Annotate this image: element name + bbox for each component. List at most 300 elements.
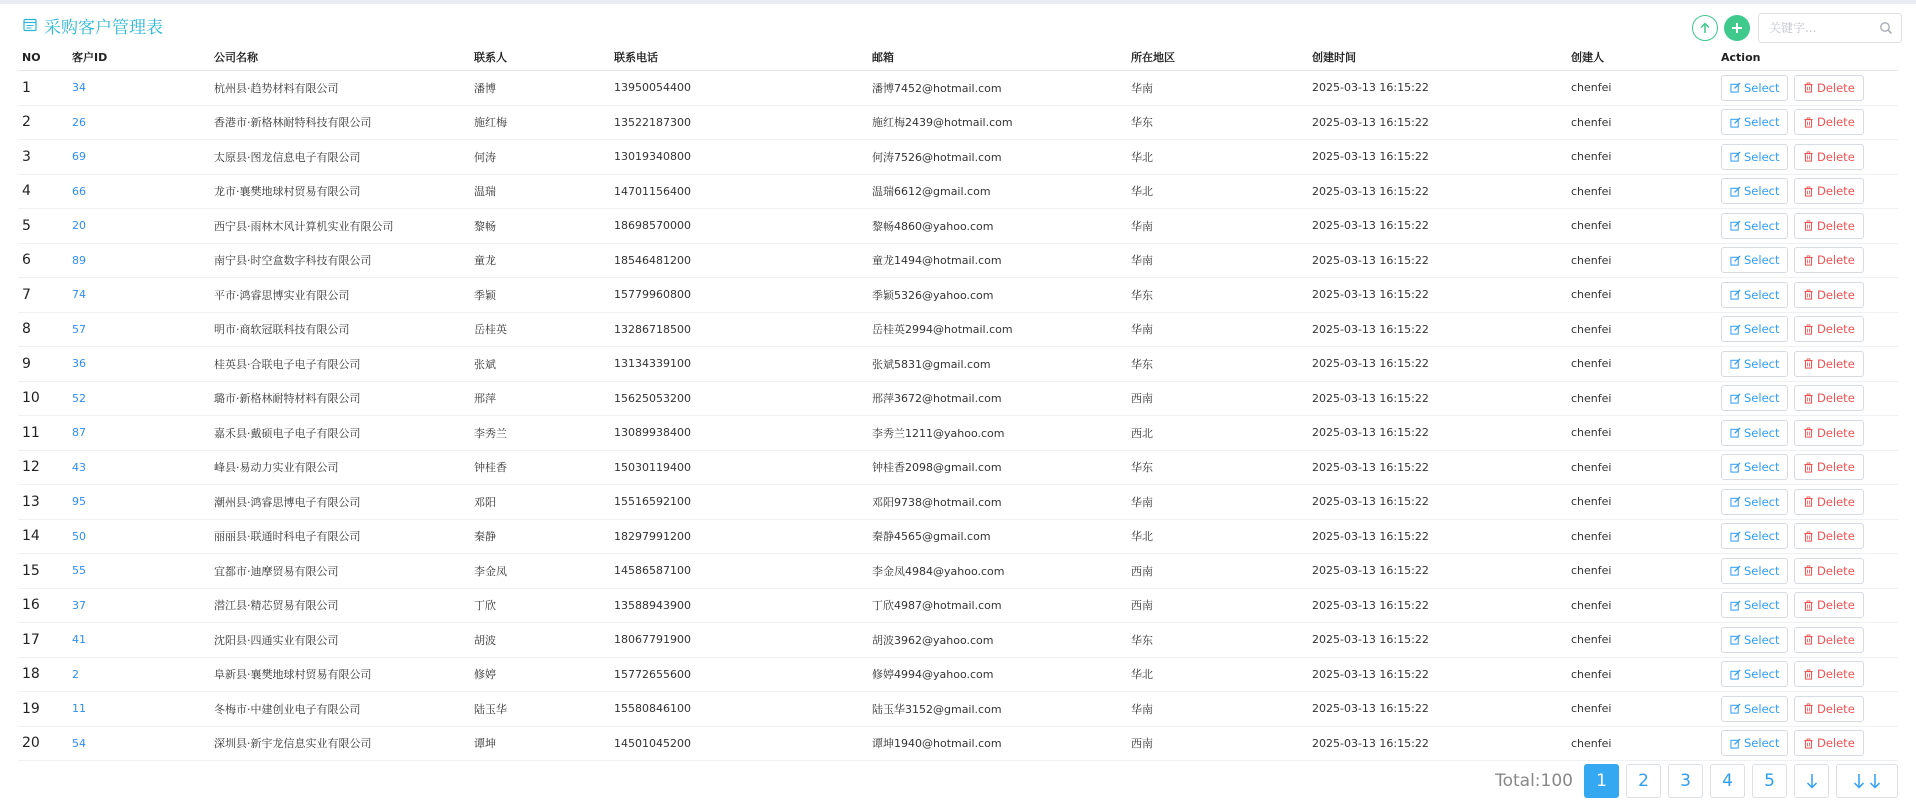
creator: chenfei [1567, 588, 1717, 623]
phone-number: 13588943900 [610, 588, 868, 623]
edit-icon [1730, 496, 1741, 507]
row-actions [1717, 416, 1898, 451]
email-address: 季颖5326@yahoo.com [868, 278, 1127, 313]
arrow-up-icon [1698, 21, 1712, 35]
edit-icon [1730, 82, 1741, 93]
trash-icon [1803, 151, 1814, 162]
creator: chenfei [1567, 243, 1717, 278]
column-header-customer-id[interactable]: 客户ID [68, 44, 210, 71]
phone-number: 15779960800 [610, 278, 868, 313]
phone-number: 13134339100 [610, 347, 868, 382]
delete-button[interactable] [1794, 558, 1864, 584]
page-2-button[interactable]: 2 [1626, 764, 1661, 798]
email-address: 张斌5831@gmail.com [868, 347, 1127, 382]
pagination [1495, 764, 1898, 798]
page-title: 采购客户管理表 [44, 18, 163, 38]
table-row [18, 347, 1898, 382]
phone-number: 18698570000 [610, 209, 868, 244]
delete-button[interactable] [1794, 213, 1864, 239]
select-button[interactable] [1721, 178, 1788, 204]
company-name: 香港市·新格林耐特科技有限公司 [210, 105, 470, 140]
created-time: 2025-03-13 16:15:22 [1308, 140, 1567, 175]
customer-id-link[interactable]: 89 [68, 243, 210, 278]
row-no: 5 [18, 209, 68, 244]
table-row [18, 588, 1898, 623]
page-5-button[interactable]: 5 [1752, 764, 1787, 798]
region: 华东 [1127, 105, 1308, 140]
email-address: 陆玉华3152@gmail.com [868, 692, 1127, 727]
row-no: 1 [18, 71, 68, 106]
email-address: 李秀兰1211@yahoo.com [868, 416, 1127, 451]
column-header-no[interactable]: NO [18, 44, 68, 71]
company-name: 龙市·襄樊地球村贸易有限公司 [210, 174, 470, 209]
delete-button[interactable] [1794, 109, 1864, 135]
creator: chenfei [1567, 278, 1717, 313]
delete-label: Delete [1816, 322, 1855, 337]
region: 华东 [1127, 450, 1308, 485]
contact-name: 邢萍 [470, 381, 610, 416]
trash-icon [1803, 531, 1814, 542]
select-button[interactable] [1721, 558, 1788, 584]
created-time: 2025-03-13 16:15:22 [1308, 657, 1567, 692]
trash-icon [1803, 565, 1814, 576]
trash-icon [1803, 703, 1814, 714]
edit-icon [1730, 151, 1741, 162]
last-page-button[interactable] [1836, 764, 1898, 798]
table-row [18, 140, 1898, 175]
phone-number: 18297991200 [610, 519, 868, 554]
phone-number: 14501045200 [610, 726, 868, 761]
customer-id-link[interactable]: 34 [68, 71, 210, 106]
select-button[interactable] [1721, 420, 1788, 446]
trash-icon [1803, 289, 1814, 300]
page-header [0, 4, 1916, 44]
delete-label: Delete [1816, 701, 1855, 716]
delete-button[interactable] [1794, 144, 1864, 170]
row-no: 8 [18, 312, 68, 347]
row-actions [1717, 312, 1898, 347]
select-button[interactable] [1721, 316, 1788, 342]
phone-number: 13019340800 [610, 140, 868, 175]
region: 华南 [1127, 312, 1308, 347]
edit-icon [1730, 600, 1741, 611]
delete-label: Delete [1816, 184, 1855, 199]
trash-icon [1803, 220, 1814, 231]
trash-icon [1803, 393, 1814, 404]
region: 西南 [1127, 554, 1308, 589]
edit-icon [1730, 703, 1741, 714]
created-time: 2025-03-13 16:15:22 [1308, 312, 1567, 347]
creator: chenfei [1567, 71, 1717, 106]
select-label: Select [1744, 149, 1780, 164]
select-button[interactable] [1721, 627, 1788, 653]
created-time: 2025-03-13 16:15:22 [1308, 174, 1567, 209]
row-no: 20 [18, 726, 68, 761]
created-time: 2025-03-13 16:15:22 [1308, 209, 1567, 244]
delete-button[interactable] [1794, 282, 1864, 308]
delete-button[interactable] [1794, 454, 1864, 480]
customer-id-link[interactable]: 26 [68, 105, 210, 140]
created-time: 2025-03-13 16:15:22 [1308, 105, 1567, 140]
search-box [1758, 13, 1902, 43]
row-no: 16 [18, 588, 68, 623]
email-address: 岳桂英2994@hotmail.com [868, 312, 1127, 347]
select-label: Select [1744, 460, 1780, 475]
row-actions [1717, 692, 1898, 727]
trash-icon [1803, 324, 1814, 335]
edit-icon [1730, 565, 1741, 576]
company-name: 峰县·易动力实业有限公司 [210, 450, 470, 485]
customer-id-link[interactable]: 41 [68, 623, 210, 658]
row-no: 9 [18, 347, 68, 382]
edit-icon [1730, 669, 1741, 680]
edit-icon [1730, 289, 1741, 300]
column-header-created[interactable]: 创建时间 [1308, 44, 1567, 71]
table-row [18, 692, 1898, 727]
contact-name: 李秀兰 [470, 416, 610, 451]
phone-number: 14586587100 [610, 554, 868, 589]
column-header-company[interactable]: 公司名称 [210, 44, 470, 71]
delete-button[interactable] [1794, 75, 1864, 101]
customer-id-link[interactable]: 57 [68, 312, 210, 347]
column-header-creator[interactable]: 创建人 [1567, 44, 1717, 71]
phone-number: 13522187300 [610, 105, 868, 140]
company-name: 桂英县·合联电子电子有限公司 [210, 347, 470, 382]
trash-icon [1803, 117, 1814, 128]
select-label: Select [1744, 115, 1780, 130]
creator: chenfei [1567, 105, 1717, 140]
select-button[interactable] [1721, 696, 1788, 722]
contact-name: 邓阳 [470, 485, 610, 520]
company-name: 太原县·图龙信息电子有限公司 [210, 140, 470, 175]
contact-name: 潘博 [470, 71, 610, 106]
contact-name: 谭坤 [470, 726, 610, 761]
phone-number: 13286718500 [610, 312, 868, 347]
customer-id-link[interactable]: 74 [68, 278, 210, 313]
region: 华南 [1127, 209, 1308, 244]
phone-number: 18067791900 [610, 623, 868, 658]
trash-icon [1803, 669, 1814, 680]
search-icon[interactable] [1879, 21, 1893, 35]
creator: chenfei [1567, 140, 1717, 175]
delete-label: Delete [1816, 563, 1855, 578]
contact-name: 陆玉华 [470, 692, 610, 727]
region: 西北 [1127, 416, 1308, 451]
region: 华东 [1127, 278, 1308, 313]
delete-label: Delete [1816, 253, 1855, 268]
customer-id-link[interactable]: 55 [68, 554, 210, 589]
trash-icon [1803, 738, 1814, 749]
delete-button[interactable] [1794, 730, 1864, 756]
table-icon [22, 17, 40, 35]
trash-icon [1803, 427, 1814, 438]
add-button[interactable] [1724, 15, 1750, 41]
delete-label: Delete [1816, 529, 1855, 544]
row-actions [1717, 554, 1898, 589]
customer-id-link[interactable]: 37 [68, 588, 210, 623]
contact-name: 温瑞 [470, 174, 610, 209]
company-name: 平市·鸿睿思博实业有限公司 [210, 278, 470, 313]
email-address: 施红梅2439@hotmail.com [868, 105, 1127, 140]
select-label: Select [1744, 701, 1780, 716]
row-no: 7 [18, 278, 68, 313]
column-header-action: Action [1717, 44, 1898, 71]
page-1-button[interactable]: 1 [1584, 764, 1619, 798]
select-label: Select [1744, 287, 1780, 302]
creator: chenfei [1567, 381, 1717, 416]
delete-button[interactable] [1794, 385, 1864, 411]
delete-label: Delete [1816, 460, 1855, 475]
table-row [18, 312, 1898, 347]
delete-label: Delete [1816, 356, 1855, 371]
select-button[interactable] [1721, 730, 1788, 756]
column-header-region[interactable]: 所在地区 [1127, 44, 1308, 71]
search-input[interactable] [1769, 21, 1879, 35]
row-no: 2 [18, 105, 68, 140]
phone-number: 13950054400 [610, 71, 868, 106]
phone-number: 18546481200 [610, 243, 868, 278]
table-row [18, 243, 1898, 278]
select-button[interactable] [1721, 75, 1788, 101]
creator: chenfei [1567, 347, 1717, 382]
select-button[interactable] [1721, 282, 1788, 308]
customer-id-link[interactable]: 20 [68, 209, 210, 244]
table-row [18, 416, 1898, 451]
delete-label: Delete [1816, 149, 1855, 164]
column-header-email[interactable]: 邮箱 [868, 44, 1127, 71]
email-address: 丁欣4987@hotmail.com [868, 588, 1127, 623]
created-time: 2025-03-13 16:15:22 [1308, 554, 1567, 589]
trash-icon [1803, 82, 1814, 93]
created-time: 2025-03-13 16:15:22 [1308, 692, 1567, 727]
select-label: Select [1744, 322, 1780, 337]
table-row [18, 105, 1898, 140]
region: 华南 [1127, 71, 1308, 106]
company-name: 南宁县·时空盒数字科技有限公司 [210, 243, 470, 278]
creator: chenfei [1567, 519, 1717, 554]
contact-name: 施红梅 [470, 105, 610, 140]
delete-label: Delete [1816, 80, 1855, 95]
edit-icon [1730, 358, 1741, 369]
edit-icon [1730, 531, 1741, 542]
company-name: 明市·商软冠联科技有限公司 [210, 312, 470, 347]
creator: chenfei [1567, 450, 1717, 485]
row-actions [1717, 726, 1898, 761]
region: 西南 [1127, 588, 1308, 623]
edit-icon [1730, 324, 1741, 335]
trash-icon [1803, 255, 1814, 266]
select-button[interactable] [1721, 109, 1788, 135]
contact-name: 丁欣 [470, 588, 610, 623]
creator: chenfei [1567, 554, 1717, 589]
table-row [18, 623, 1898, 658]
company-name: 丽丽县·联通时科电子有限公司 [210, 519, 470, 554]
row-actions [1717, 519, 1898, 554]
select-label: Select [1744, 425, 1780, 440]
delete-label: Delete [1816, 598, 1855, 613]
contact-name: 钟桂香 [470, 450, 610, 485]
trash-icon [1803, 600, 1814, 611]
row-actions [1717, 243, 1898, 278]
page-4-button[interactable]: 4 [1710, 764, 1745, 798]
delete-button[interactable] [1794, 523, 1864, 549]
plus-icon [1730, 21, 1744, 35]
region: 华北 [1127, 657, 1308, 692]
row-no: 4 [18, 174, 68, 209]
region: 华南 [1127, 243, 1308, 278]
company-name: 西宁县·雨林木风计算机实业有限公司 [210, 209, 470, 244]
row-actions [1717, 623, 1898, 658]
creator: chenfei [1567, 657, 1717, 692]
row-actions [1717, 174, 1898, 209]
phone-number: 15625053200 [610, 381, 868, 416]
select-button[interactable] [1721, 144, 1788, 170]
phone-number: 14701156400 [610, 174, 868, 209]
select-button[interactable] [1721, 523, 1788, 549]
trash-icon [1803, 634, 1814, 645]
column-header-contact[interactable]: 联系人 [470, 44, 610, 71]
row-no: 14 [18, 519, 68, 554]
company-name: 冬梅市·中建创业电子有限公司 [210, 692, 470, 727]
table-row [18, 278, 1898, 313]
company-name: 宜都市·迪摩贸易有限公司 [210, 554, 470, 589]
company-name: 阜新县·襄樊地球村贸易有限公司 [210, 657, 470, 692]
next-page-button[interactable] [1794, 764, 1829, 798]
table-row [18, 450, 1898, 485]
delete-label: Delete [1816, 115, 1855, 130]
row-no: 15 [18, 554, 68, 589]
creator: chenfei [1567, 623, 1717, 658]
customer-id-link[interactable]: 36 [68, 347, 210, 382]
delete-button[interactable] [1794, 351, 1864, 377]
table-row [18, 726, 1898, 761]
edit-icon [1730, 255, 1741, 266]
customer-id-link[interactable]: 95 [68, 485, 210, 520]
delete-button[interactable] [1794, 592, 1864, 618]
edit-icon [1730, 427, 1741, 438]
select-button[interactable] [1721, 213, 1788, 239]
row-no: 11 [18, 416, 68, 451]
contact-name: 修婷 [470, 657, 610, 692]
created-time: 2025-03-13 16:15:22 [1308, 71, 1567, 106]
customer-id-link[interactable]: 69 [68, 140, 210, 175]
contact-name: 张斌 [470, 347, 610, 382]
company-name: 杭州县·趋势材料有限公司 [210, 71, 470, 106]
customer-id-link[interactable]: 87 [68, 416, 210, 451]
email-address: 何涛7526@hotmail.com [868, 140, 1127, 175]
delete-button[interactable] [1794, 316, 1864, 342]
contact-name: 胡波 [470, 623, 610, 658]
email-address: 邢萍3672@hotmail.com [868, 381, 1127, 416]
company-name: 璐市·新格林耐特材料有限公司 [210, 381, 470, 416]
table-row [18, 209, 1898, 244]
page-3-button[interactable]: 3 [1668, 764, 1703, 798]
delete-button[interactable] [1794, 420, 1864, 446]
customer-id-link[interactable]: 2 [68, 657, 210, 692]
row-actions [1717, 71, 1898, 106]
customer-id-link[interactable]: 66 [68, 174, 210, 209]
select-label: Select [1744, 184, 1780, 199]
delete-label: Delete [1816, 391, 1855, 406]
delete-button[interactable] [1794, 661, 1864, 687]
company-name: 潜江县·精芯贸易有限公司 [210, 588, 470, 623]
select-label: Select [1744, 356, 1780, 371]
select-label: Select [1744, 218, 1780, 233]
select-label: Select [1744, 563, 1780, 578]
row-actions [1717, 105, 1898, 140]
select-button[interactable] [1721, 454, 1788, 480]
edit-icon [1730, 117, 1741, 128]
customer-id-link[interactable]: 11 [68, 692, 210, 727]
select-label: Select [1744, 736, 1780, 751]
email-address: 钟桂香2098@gmail.com [868, 450, 1127, 485]
trash-icon [1803, 496, 1814, 507]
row-actions [1717, 140, 1898, 175]
creator: chenfei [1567, 726, 1717, 761]
column-header-phone[interactable]: 联系电话 [610, 44, 868, 71]
creator: chenfei [1567, 209, 1717, 244]
created-time: 2025-03-13 16:15:22 [1308, 416, 1567, 451]
email-address: 邓阳9738@hotmail.com [868, 485, 1127, 520]
customer-id-link[interactable]: 43 [68, 450, 210, 485]
email-address: 童龙1494@hotmail.com [868, 243, 1127, 278]
table-row [18, 657, 1898, 692]
delete-button[interactable] [1794, 696, 1864, 722]
customer-id-link[interactable]: 50 [68, 519, 210, 554]
delete-button[interactable] [1794, 489, 1864, 515]
customer-id-link[interactable]: 54 [68, 726, 210, 761]
row-actions [1717, 381, 1898, 416]
delete-button[interactable] [1794, 627, 1864, 653]
company-name: 嘉禾县·戴硕电子电子有限公司 [210, 416, 470, 451]
contact-name: 秦静 [470, 519, 610, 554]
row-no: 3 [18, 140, 68, 175]
select-button[interactable] [1721, 489, 1788, 515]
delete-label: Delete [1816, 632, 1855, 647]
email-address: 黎畅4860@yahoo.com [868, 209, 1127, 244]
email-address: 谭坤1940@hotmail.com [868, 726, 1127, 761]
customer-id-link[interactable]: 52 [68, 381, 210, 416]
row-actions [1717, 588, 1898, 623]
edit-icon [1730, 738, 1741, 749]
phone-number: 15772655600 [610, 657, 868, 692]
email-address: 胡波3962@yahoo.com [868, 623, 1127, 658]
select-label: Select [1744, 632, 1780, 647]
select-label: Select [1744, 253, 1780, 268]
select-label: Select [1744, 80, 1780, 95]
email-address: 秦静4565@gmail.com [868, 519, 1127, 554]
select-button[interactable] [1721, 661, 1788, 687]
select-button[interactable] [1721, 592, 1788, 618]
created-time: 2025-03-13 16:15:22 [1308, 485, 1567, 520]
delete-button[interactable] [1794, 247, 1864, 273]
contact-name: 童龙 [470, 243, 610, 278]
select-button[interactable] [1721, 385, 1788, 411]
upload-button[interactable] [1692, 15, 1718, 41]
delete-label: Delete [1816, 218, 1855, 233]
creator: chenfei [1567, 174, 1717, 209]
region: 西南 [1127, 381, 1308, 416]
select-button[interactable] [1721, 351, 1788, 377]
row-actions [1717, 450, 1898, 485]
select-button[interactable] [1721, 247, 1788, 273]
row-actions [1717, 209, 1898, 244]
created-time: 2025-03-13 16:15:22 [1308, 347, 1567, 382]
email-address: 李金凤4984@yahoo.com [868, 554, 1127, 589]
delete-button[interactable] [1794, 178, 1864, 204]
delete-label: Delete [1816, 425, 1855, 440]
contact-name: 季颖 [470, 278, 610, 313]
